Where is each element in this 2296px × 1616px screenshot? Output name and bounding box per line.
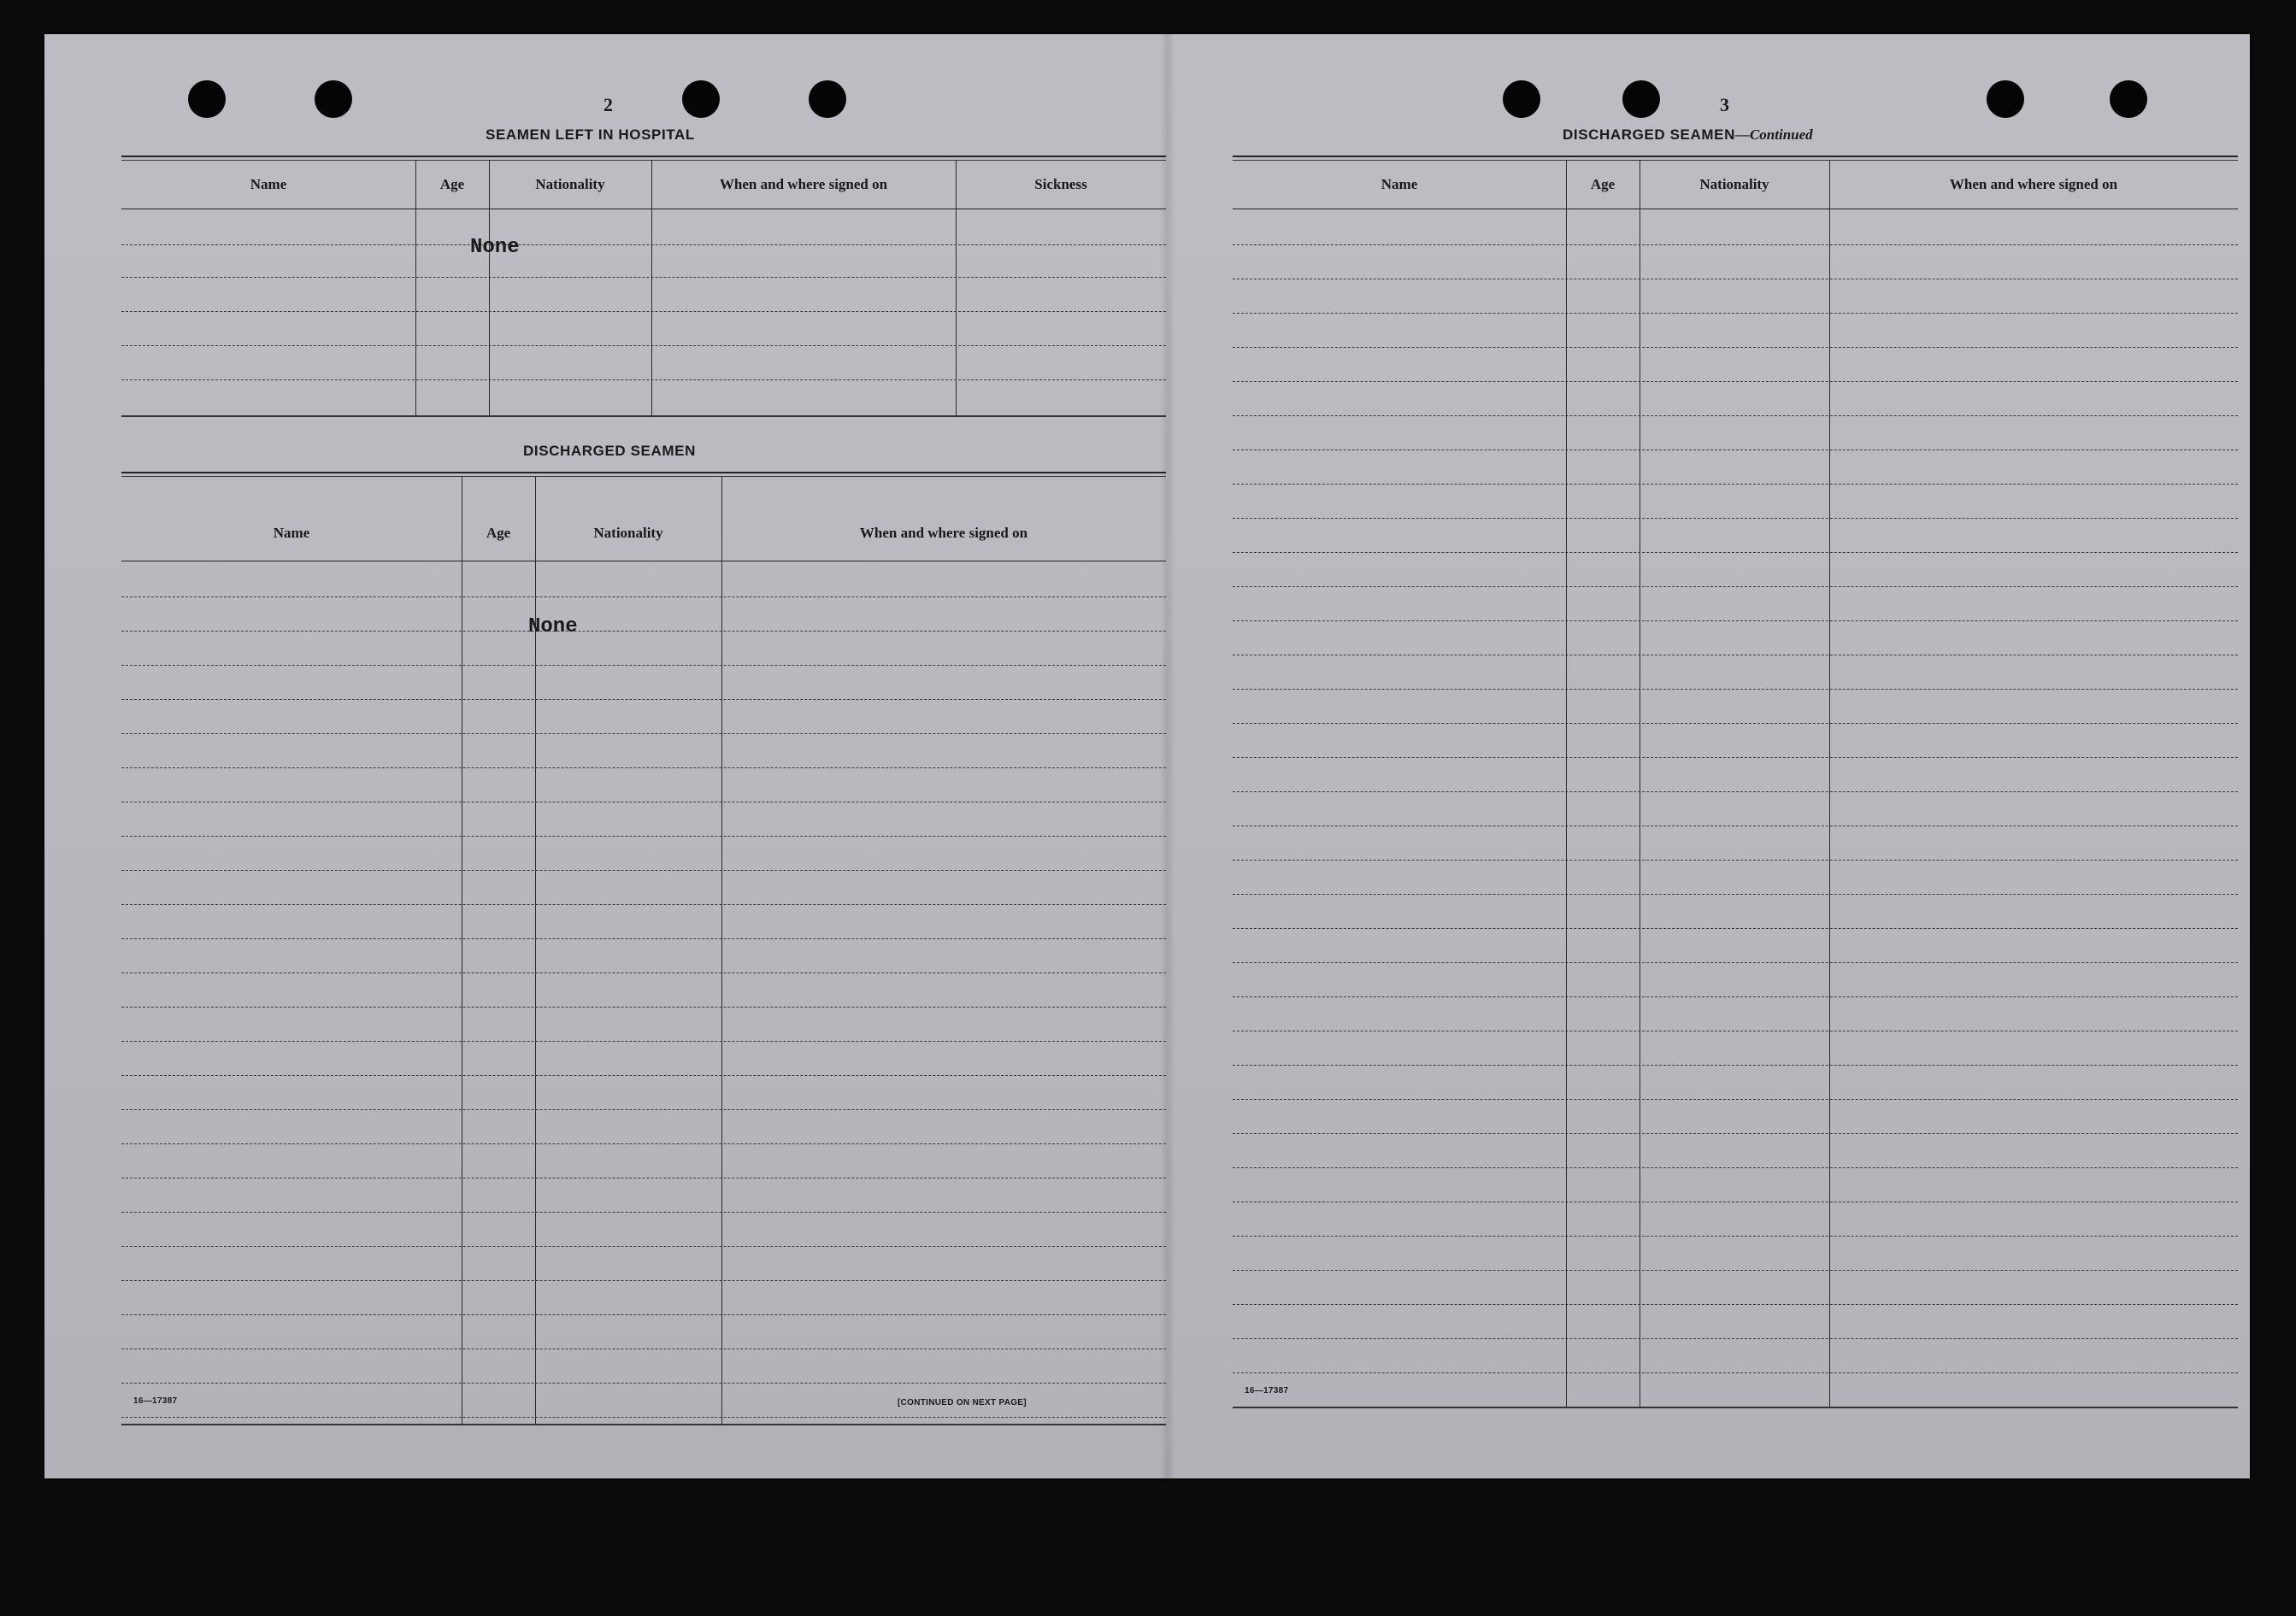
ruled-row-line — [1233, 928, 2238, 929]
right-col-nationality: Nationality — [1699, 176, 1769, 192]
punch-hole — [1622, 80, 1660, 118]
ruled-row-line — [1233, 723, 2238, 724]
right-section-title — [1563, 126, 1813, 144]
hospital-col-name: Name — [250, 176, 287, 192]
discharged-col-signed-on: When and where signed on — [859, 525, 1028, 541]
ruled-row-line — [121, 1041, 1166, 1042]
ruled-row-line — [121, 1280, 1166, 1281]
ruled-row-line — [121, 904, 1166, 905]
discharged-col-name: Name — [273, 525, 310, 541]
right-section-title-continued: —Continued — [1734, 126, 1813, 143]
ruled-row-line — [1233, 791, 2238, 792]
hospital-table — [121, 156, 1166, 424]
page-number-left: 2 — [603, 94, 613, 115]
ruled-row-line — [1233, 1338, 2238, 1339]
ruled-row-line — [1233, 996, 2238, 997]
ruled-row-line — [1233, 244, 2238, 245]
punch-hole — [315, 80, 352, 118]
ruled-row-line — [1233, 1304, 2238, 1305]
discharged-col-age: Age — [486, 525, 511, 541]
punch-hole — [1987, 80, 2024, 118]
ruled-row-line — [121, 1212, 1166, 1213]
ruled-row-line — [1233, 860, 2238, 861]
ruled-row-line — [121, 1109, 1166, 1110]
punch-hole — [682, 80, 720, 118]
ruled-row-line — [1233, 1372, 2238, 1373]
ruled-row-line — [121, 1246, 1166, 1247]
ruled-row-line — [1233, 313, 2238, 314]
ruled-row-line — [1233, 552, 2238, 553]
punch-hole — [188, 80, 226, 118]
ruled-row-line — [1233, 1167, 2238, 1168]
ruled-row-line — [121, 665, 1166, 666]
hospital-col-nationality: Nationality — [535, 176, 605, 192]
punch-hole — [809, 80, 846, 118]
discharged-table-right — [1233, 156, 2238, 1413]
ruled-row-line — [1233, 962, 2238, 963]
ruled-row-line — [1233, 1065, 2238, 1066]
right-section-title-main: DISCHARGED SEAMEN — [1563, 126, 1735, 143]
right-col-signed-on: When and where signed on — [1949, 176, 2118, 192]
discharged-col-nationality: Nationality — [593, 525, 663, 541]
discharged-section-title: DISCHARGED SEAMEN — [523, 443, 696, 459]
discharged-none-entry: None — [528, 615, 578, 638]
ruled-row-line — [1233, 347, 2238, 348]
hospital-col-sickness: Sickness — [1034, 176, 1087, 192]
ruled-row-line — [1233, 484, 2238, 485]
ruled-row-line — [121, 1075, 1166, 1076]
ruled-row-line — [121, 767, 1166, 768]
ruled-row-line — [1233, 620, 2238, 621]
hospital-col-age: Age — [439, 176, 465, 192]
ruled-row-line — [121, 1143, 1166, 1144]
ruled-row-line — [121, 938, 1166, 939]
ruled-row-line — [1233, 1270, 2238, 1271]
right-col-age: Age — [1590, 176, 1616, 192]
hospital-col-signed-on: When and where signed on — [719, 176, 888, 192]
ruled-row-line — [1233, 586, 2238, 587]
ruled-row-line — [1233, 518, 2238, 519]
ruled-row-line — [121, 733, 1166, 734]
ruled-row-line — [121, 1417, 1166, 1418]
ruled-row-line — [1233, 894, 2238, 895]
ruled-row-line — [1233, 381, 2238, 382]
ruled-row-line — [121, 631, 1166, 632]
ruled-row-line — [121, 1007, 1166, 1008]
form-number-right: 16—17387 — [1245, 1386, 1289, 1396]
page-number-right: 3 — [1720, 94, 1729, 115]
form-number-left: 16—17387 — [133, 1396, 178, 1406]
ruled-row-line — [121, 1314, 1166, 1315]
punch-hole — [2110, 80, 2147, 118]
ruled-row-line — [121, 870, 1166, 871]
ruled-row-line — [1233, 1236, 2238, 1237]
ruled-row-line — [121, 596, 1166, 597]
ruled-row-line — [1233, 1099, 2238, 1100]
punch-hole — [1503, 80, 1540, 118]
ruled-row-line — [1233, 1133, 2238, 1134]
ruled-row-line — [121, 836, 1166, 837]
right-col-name: Name — [1381, 176, 1418, 192]
document-sheet — [44, 34, 2250, 1478]
ruled-row-line — [1233, 689, 2238, 690]
continued-note: [CONTINUED ON NEXT PAGE] — [898, 1398, 1027, 1407]
ruled-row-line — [1233, 757, 2238, 758]
ruled-row-line — [121, 1383, 1166, 1384]
hospital-section-title: SEAMEN LEFT IN HOSPITAL — [486, 126, 695, 143]
discharged-table-left — [121, 472, 1166, 1429]
ruled-row-line — [1233, 415, 2238, 416]
hospital-none-entry: None — [470, 236, 520, 259]
ruled-row-line — [121, 699, 1166, 700]
